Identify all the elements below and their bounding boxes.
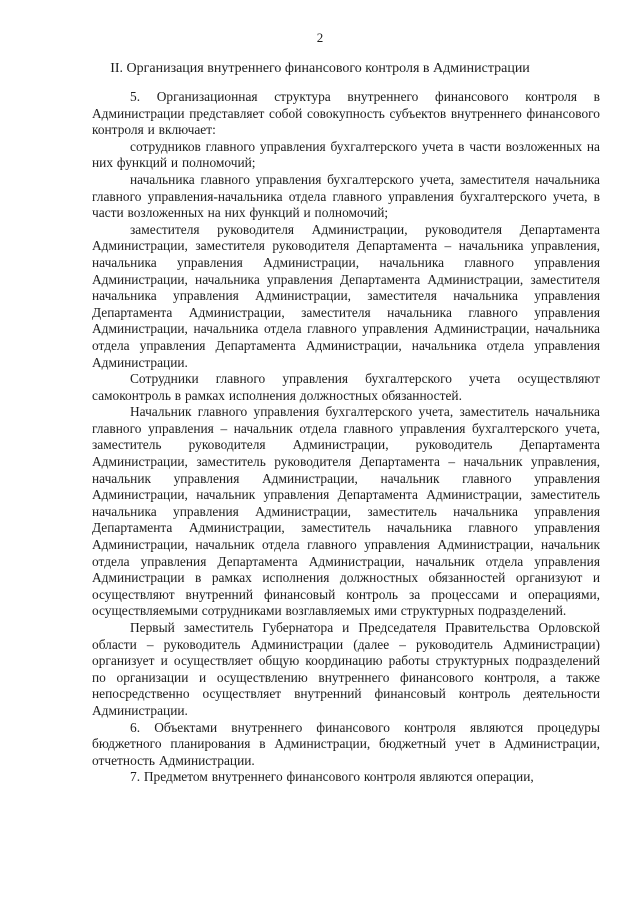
paragraph-accounting-heads: начальника главного управления бухгалтерского учета, заместителя начальника главного управления-начальника отдела главного управления бухгалтерского учета, в части возложенных на них функций и полномочий; [92, 171, 600, 221]
paragraph-accounting-staff: сотрудников главного управления бухгалтерского учета в части возложенных на них функций и полномочий; [92, 138, 600, 171]
paragraph-first-deputy: Первый заместитель Губернатора и Председателя Правительства Орловской области – руководитель Администрации (далее – руководитель Администрации) организует и осуществляет общую координацию работы структурных подразделений по организации и осуществлению внутреннего финансового контроля, а также непосредственно осуществляет внутренний финансовый контроль деятельности Администрации. [92, 620, 600, 718]
paragraph-7-subject: 7. Предметом внутреннего финансового контроля являются операции, [130, 769, 534, 785]
page-number: 2 [316, 30, 324, 45]
paragraph-6-objects: 6. Объектами внутреннего финансового контроля являются процедуры бюджетного планирования в Администрации, бюджетный учет в Администрации, отчетность Администрации. [92, 719, 600, 768]
paragraph-5-intro: 5. Организационная структура внутреннего финансового контроля в Администрации представляет собой совокупность субъектов внутреннего финансового контроля и включает: [92, 89, 600, 138]
section-heading: II. Организация внутреннего финансового контроля в Администрации [110, 61, 530, 76]
paragraph-administration-heads: заместителя руководителя Администрации, руководителя Департамента Администрации, заместителя руководителя Департамента – начальника управления, начальника управления Администрации, начальника главного управления Администрации, начальника управления Департамента Администрации, заместителя начальника управления Администрации, заместителя начальника управления Департамента Администрации, заместителя начальника главного управления Администрации, начальника отдела главного управления Администрации, начальника отдела управления Департамента Администрации, начальника отдела управления Администрации. [92, 221, 600, 370]
paragraph-heads-control: Начальник главного управления бухгалтерского учета, заместитель начальника главного управления – начальник отдела главного управления бухгалтерского учета, заместитель руководителя Администрации, руководитель Департамента Администрации, заместитель руководителя Департамента – начальник управления, начальник управления Администрации, начальник главного управления Администрации, начальник управления Департамента Администрации, заместитель начальника управления Администрации, заместитель начальника управления Департамента Администрации, заместитель начальника главного управления Администрации, начальник отдела главного управления Администрации, начальник отдела управления Департамента Администрации, начальник отдела управления Администрации в рамках исполнения должностных обязанностей организуют и осуществляют внутренний финансовый контроль за процессами и операциями, осуществляемыми сотрудниками возглавляемых ими структурных подразделений. [92, 404, 600, 619]
document-body [92, 89, 600, 786]
paragraph-self-control: Сотрудники главного управления бухгалтерского учета осуществляют самоконтроль в рамках исполнения должностных обязанностей. [92, 371, 600, 403]
